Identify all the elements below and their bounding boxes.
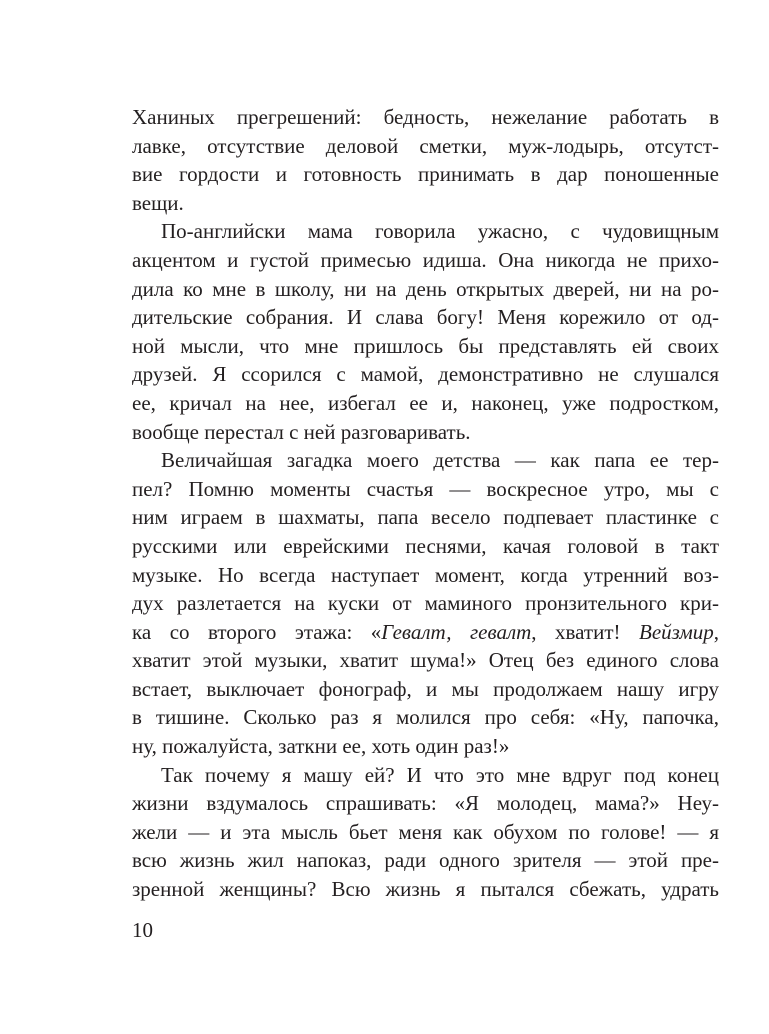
text-line: в тишине. Сколько раз я молился про себя: «Ну, папочка,	[132, 705, 719, 730]
text-line: жизни вздумалось спрашивать: «Я молодец, мама?» Неу-	[132, 791, 719, 816]
text-line: всю жизнь жил напоказ, ради одного зрителя — этой пре-	[132, 848, 719, 873]
text-line: дительские собрания. И слава богу! Меня корежило от од-	[132, 305, 719, 330]
text-span: , хватит!	[531, 619, 639, 644]
text-line: дила ко мне в школу, ни на день открытых дверей, ни на ро-	[132, 276, 719, 301]
text-line: встает, выключает фонограф, и мы продолжаем нашу игру	[132, 676, 719, 701]
page-body-text	[132, 103, 719, 904]
text-line: акцентом и густой примесью идиша. Она никогда не прихо-	[132, 247, 719, 272]
text-line: дух разлетается на куски от маминого пронзительного кри-	[132, 591, 719, 616]
paragraph	[132, 103, 719, 217]
text-span: ка со второго этажа: «	[132, 619, 382, 644]
italic-text: Вейзмир	[639, 619, 714, 644]
text-line: ной мысли, что мне пришлось бы представлять ей своих	[132, 333, 719, 358]
page-number: 10	[132, 918, 153, 942]
italic-text: Гевалт, гевалт	[381, 619, 532, 644]
text-line: музыке. Но всегда наступает момент, когда утренний воз-	[132, 562, 719, 587]
text-line: вещи.	[132, 190, 184, 215]
text-line: ее, кричал на нее, избегал ее и, наконец, уже подростком,	[132, 390, 719, 415]
text-line: ним играем в шахматы, папа весело подпевает пластинке с	[132, 505, 719, 530]
text-line: жели — и эта мысль бьет меня как обухом по голове! — я	[132, 819, 719, 844]
text-line: пел? Помню моменты счастья — воскресное утро, мы с	[132, 476, 719, 501]
text-span: ,	[713, 619, 719, 644]
text-line: По-английски мама говорила ужасно, с чудовищным	[161, 219, 719, 244]
text-line: зренной женщины? Всю жизнь я пытался сбежать, удрать	[132, 877, 719, 902]
text-line: Величайшая загадка моего детства — как папа ее тер-	[161, 448, 719, 473]
text-line: Ханиных прегрешений: бедность, нежелание работать в	[132, 105, 719, 129]
text-line: вообще перестал с ней разговаривать.	[132, 419, 471, 444]
text-line: хватит этой музыки, хватит шума!» Отец без единого слова	[132, 648, 719, 673]
text-line: друзей. Я ссорился с мамой, демонстративно не слушался	[132, 362, 719, 387]
paragraph	[132, 761, 719, 904]
text-line: вие гордости и готовность принимать в дар поношенные	[132, 162, 719, 187]
text-line: русскими или еврейскими песнями, качая головой в такт	[132, 533, 719, 558]
text-line	[132, 618, 719, 647]
paragraph	[132, 217, 719, 446]
paragraph	[132, 446, 719, 761]
text-line: лавке, отсутствие деловой сметки, муж-лодырь, отсутст-	[132, 133, 719, 158]
text-line: Так почему я машу ей? И что это мне вдруг под конец	[161, 762, 719, 787]
text-line: ну, пожалуйста, заткни ее, хоть один раз!»	[132, 734, 510, 759]
